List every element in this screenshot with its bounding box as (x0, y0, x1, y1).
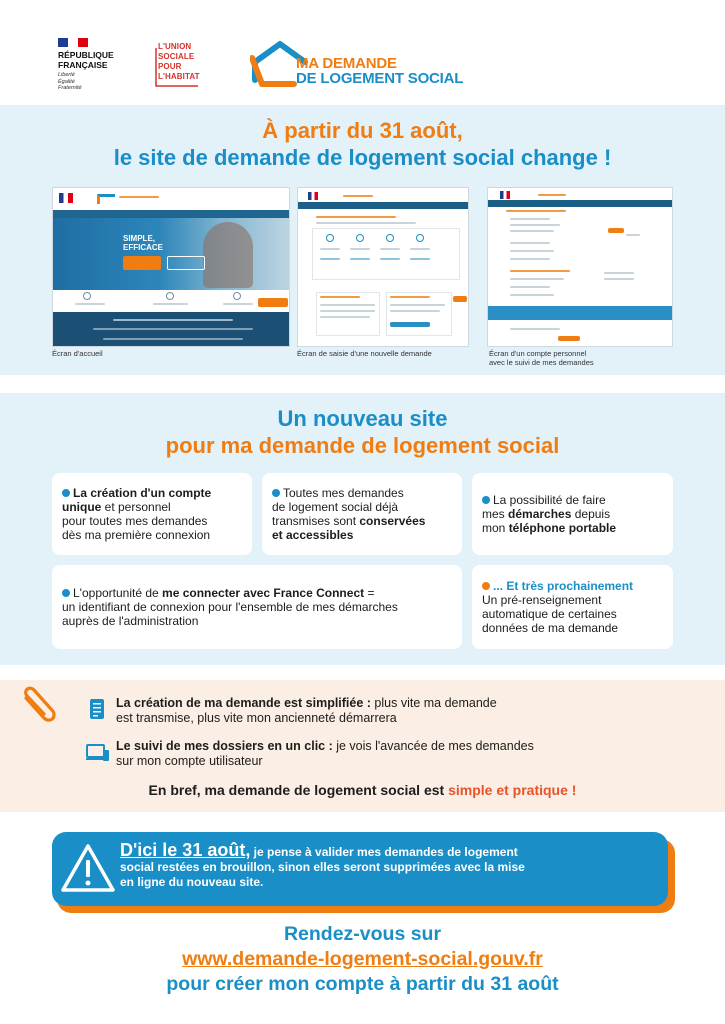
bullet-icon (62, 589, 70, 597)
bullet-icon (482, 496, 490, 504)
page-header (0, 0, 725, 105)
caption-account: Écran d'un compte personnel avec le suivi de mes demandes (489, 349, 594, 367)
bullet-icon (62, 489, 70, 497)
summary-line: En bref, ma demande de logement social est simple et pratique ! (148, 782, 577, 798)
section-benefits: La création de ma demande est simplifiée : plus vite ma demande est transmise, plus vite mon ancienneté démarrera Le suivi de mes dossiers en un clic : je vois l'avancée de mes demandes sur mon compte utilisateur En bref, ma demande de logement social est simple et pratique ! (0, 680, 725, 812)
ma-demande-logo: MA DEMANDE DE LOGEMENT SOCIAL (250, 40, 490, 92)
union-sociale-habitat-logo: L'UNION SOCIALE POUR L'HABITAT (154, 42, 204, 88)
rf-title: RÉPUBLIQUE FRANÇAISE (58, 50, 114, 70)
section1-title: À partir du 31 août, le site de demande de logement social change ! (113, 118, 612, 170)
warning-banner (52, 832, 668, 906)
section2-title: Un nouveau site pour ma demande de logement social (165, 406, 560, 458)
french-flag-icon (58, 38, 88, 47)
section-new-site (0, 393, 725, 665)
republique-francaise-logo (58, 38, 138, 92)
feature-card-preserved-requests: Toutes mes demandes de logement social déjà transmises sont conservées et accessibles (262, 473, 462, 555)
footer-call-to-action (0, 922, 725, 997)
warning-triangle-icon (60, 842, 116, 894)
warning-text: D'ici le 31 août, je pense à valider mes demandes de logement social restées en brouillon, sinon elles seront supprimées avec la mise en ligne du nouveau site. (120, 840, 525, 889)
feature-card-unique-account: La création d'un compte unique et personnel pour toutes mes demandes dès ma première connexion (52, 473, 252, 555)
section-site-change (0, 105, 725, 375)
screenshot-home: SIMPLE, EFFICACE (52, 187, 290, 347)
footer-line1: Rendez-vous sur (283, 923, 442, 945)
document-icon (86, 698, 110, 722)
screenshot-new-request (297, 187, 469, 347)
site-url-link[interactable]: www.demande-logement-social.gouv.fr (182, 948, 543, 970)
bullet-icon (272, 489, 280, 497)
footer-line3: pour créer mon compte à partir du 31 août (166, 973, 559, 995)
feature-card-mobile: La possibilité de faire mes démarches depuis mon téléphone portable (472, 473, 673, 555)
feature-card-france-connect: L'opportunité de me connecter avec France Connect = un identifiant de connexion pour l'ensemble de mes démarches auprès de l'administration (52, 565, 462, 649)
caption-home: Écran d'accueil (52, 349, 103, 358)
rf-motto: Liberté Égalité Fraternité (58, 72, 82, 91)
bullet-icon (482, 582, 490, 590)
paperclip-icon (18, 684, 62, 728)
feature-card-coming-soon: ... Et très prochainement Un pré-renseignement automatique de certaines données de ma demande (472, 565, 673, 649)
screenshot-account (487, 187, 673, 347)
caption-new-request: Écran de saisie d'une nouvelle demande (297, 349, 432, 358)
laptop-phone-icon (86, 741, 110, 765)
